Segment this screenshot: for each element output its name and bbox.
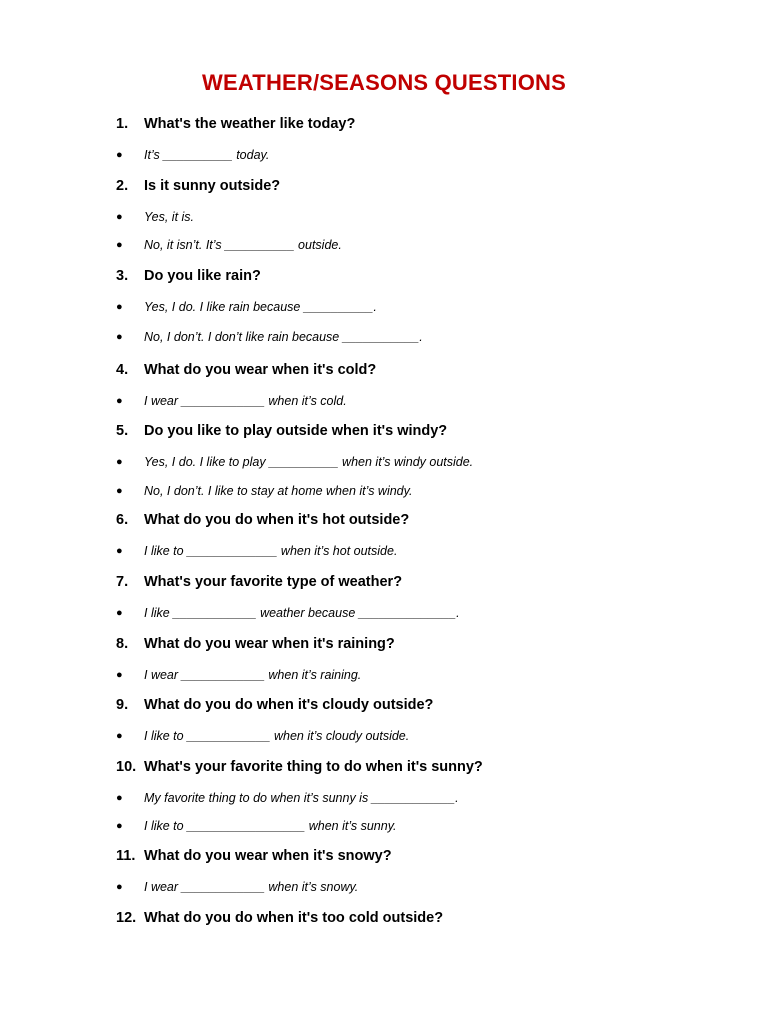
question-text: Do you like to play outside when it's windy? (144, 423, 448, 439)
bullet-icon: ● (116, 881, 123, 893)
answer-line (116, 300, 377, 314)
bullet-icon: ● (116, 395, 123, 407)
answer-text: I like to ____________ when it’s cloudy outside. (144, 729, 410, 743)
answer-line (116, 729, 409, 743)
answer-line (116, 791, 459, 805)
answer-line (116, 819, 397, 833)
question-3 (116, 268, 261, 284)
answer-text: Yes, I do. I like to play __________ when it’s windy outside. (144, 455, 474, 469)
question-text: What do you do when it's hot outside? (144, 512, 410, 528)
question-number: 3. (116, 268, 129, 284)
page-title: WEATHER/SEASONS QUESTIONS (202, 70, 566, 95)
question-text: What's your favorite thing to do when it's sunny? (144, 759, 483, 775)
question-2 (116, 178, 280, 194)
bullet-icon: ● (116, 239, 123, 251)
bullet-icon: ● (116, 211, 123, 223)
question-number: 11. (116, 848, 136, 864)
question-text: Do you like rain? (144, 268, 261, 284)
question-number: 1. (116, 116, 129, 132)
bullet-icon: ● (116, 669, 123, 681)
answer-line (116, 880, 358, 894)
answer-line (116, 668, 361, 682)
question-number: 2. (116, 178, 129, 194)
question-text: What's the weather like today? (144, 116, 356, 132)
question-text: What do you do when it's cloudy outside? (144, 697, 434, 713)
answer-text: I like ____________ weather because ______________. (144, 606, 460, 620)
question-number: 10. (116, 759, 137, 775)
answer-text: No, I don’t. I like to stay at home when it’s windy. (144, 484, 413, 498)
question-text: What do you wear when it's raining? (144, 636, 395, 652)
question-number: 12. (116, 910, 137, 926)
answer-text: I wear ____________ when it’s cold. (144, 394, 347, 408)
answer-line (116, 455, 473, 469)
question-text: What do you wear when it's snowy? (144, 848, 392, 864)
bullet-icon: ● (116, 485, 123, 497)
answer-line (116, 238, 342, 252)
question-12 (116, 910, 443, 926)
answer-text: No, I don’t. I don’t like rain because ___________. (144, 330, 423, 344)
question-6 (116, 512, 409, 528)
question-text: Is it sunny outside? (144, 178, 281, 194)
bullet-icon: ● (116, 792, 123, 804)
bullet-icon: ● (116, 456, 123, 468)
question-number: 6. (116, 512, 129, 528)
question-9 (116, 697, 433, 713)
question-number: 7. (116, 574, 129, 590)
bullet-icon: ● (116, 730, 123, 742)
question-4 (116, 362, 376, 378)
answer-line (116, 394, 347, 408)
answer-text: I wear ____________ when it’s raining. (144, 668, 362, 682)
answer-line (116, 484, 412, 498)
question-number: 4. (116, 362, 129, 378)
answer-line (116, 330, 423, 344)
question-number: 9. (116, 697, 129, 713)
question-7 (116, 574, 402, 590)
question-8 (116, 636, 395, 652)
answer-text: I wear ____________ when it’s snowy. (144, 880, 359, 894)
answer-text: Yes, I do. I like rain because __________. (144, 300, 377, 314)
bullet-icon: ● (116, 301, 123, 313)
question-11 (116, 848, 392, 864)
question-1 (116, 116, 355, 132)
question-number: 5. (116, 423, 129, 439)
bullet-icon: ● (116, 607, 123, 619)
answer-text: No, it isn’t. It’s __________ outside. (144, 238, 342, 252)
question-number: 8. (116, 636, 129, 652)
answer-line (116, 544, 397, 558)
question-text: What do you do when it's too cold outside? (144, 910, 444, 926)
bullet-icon: ● (116, 545, 123, 557)
answer-text: Yes, it is. (144, 210, 195, 224)
question-text: What do you wear when it's cold? (144, 362, 377, 378)
answer-line (116, 606, 460, 620)
answer-line (116, 210, 194, 224)
question-10 (116, 759, 483, 775)
question-text: What's your favorite type of weather? (144, 574, 403, 590)
bullet-icon: ● (116, 331, 123, 343)
answer-text: I like to _____________ when it’s hot outside. (144, 544, 398, 558)
answer-text: I like to _________________ when it’s sunny. (144, 819, 397, 833)
question-5 (116, 423, 447, 439)
answer-line (116, 148, 269, 162)
bullet-icon: ● (116, 149, 123, 161)
bullet-icon: ● (116, 820, 123, 832)
answer-text: My favorite thing to do when it’s sunny is ____________. (144, 791, 459, 805)
answer-text: It’s __________ today. (144, 148, 270, 162)
